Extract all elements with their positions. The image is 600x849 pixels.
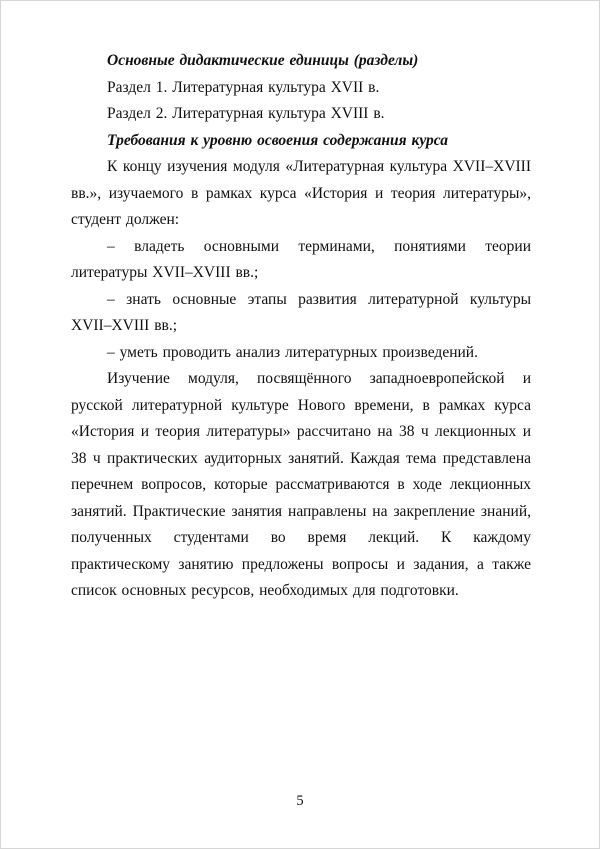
section-heading-requirements: Требования к уровню освоения содержания курса [107,131,449,149]
page-body-text [71,48,531,605]
paragraph-intro-requirements: К концу изучения модуля «Литературная культура XVII–XVIII вв.», изучаемого в рамках курса «История и теория литературы», студент должен: [71,158,531,228]
section-heading-didactic-units: Основные дидактические единицы (разделы) [107,52,419,69]
page-number: 5 [296,793,304,809]
paragraph-module-description: Изучение модуля, посвящённого западноевропейской и русской литературной культуре Нового времени, в рамках курса «История и теория литературы» рассчитано на 38 ч лекционных и 38 ч практических аудиторных занятий. Каждая тема представлена перечнем вопросов, которые рассматриваются в ходе лекционных занятий. Практические занятия направлены на закрепление знаний, полученных студентами во время лекций. К каждому практическому занятию предложены вопросы и задания, а также список основных ресурсов, необходимых для подготовки. [71,370,531,599]
line-razdel-2: Раздел 2. Литературная культура XVIII в. [107,105,385,122]
list-item-umet: – уметь проводить анализ литературных произведений. [107,343,478,361]
list-item-vladet: – владеть основными терминами, понятиями теории литературы XVII–XVIII вв.; [71,237,531,281]
list-item-znat: – знать основные этапы развития литературной культуры XVII–XVIII вв.; [71,290,531,334]
line-razdel-1: Раздел 1. Литературная культура XVII в. [107,78,380,96]
